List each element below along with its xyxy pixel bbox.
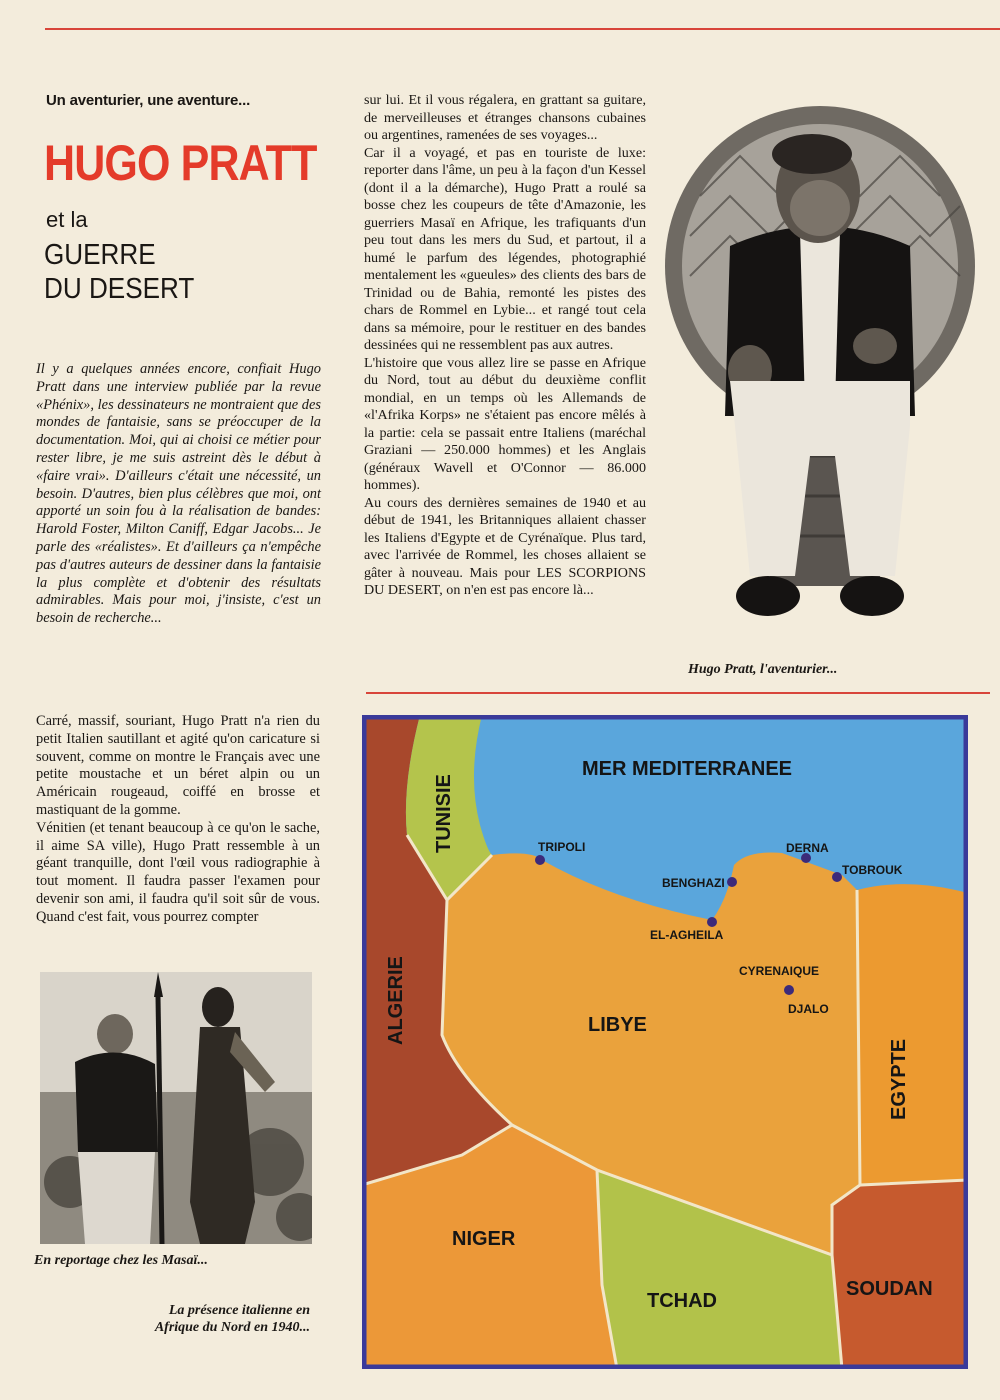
city-dot-tobrouk xyxy=(832,872,842,882)
portrait-illustration xyxy=(660,96,978,648)
masai-illustration xyxy=(40,972,312,1244)
intro-paragraph: Il y a quelques années encore, confiait Hugo Pratt dans une interview publiée par la revue «Phénix», les dessinateurs ne montraient que des mondes de fantaisie, sans se préoccuper de la documentation. Moi, qui ai choisi ce métier pour rester libre, je me suis astreint dès le début à «faire vrai». D'ailleurs c'était une nécessité, un besoin. D'autres, bien plus célèbres que moi, ont apporté un soin fou à la réalisation de bandes: Harold Foster, Milton Caniff, Edgar Jacobs... Je parle des «réalistes». Et d'ailleurs ça n'empêche pas d'autres auteurs de dessiner dans la fantaisie la plus complète et d'obtenir des résultats admirables. Mais pour moi, j'insiste, c'est un besoin de recherche... xyxy=(36,361,321,627)
label-tobrouk: TOBROUK xyxy=(842,863,903,877)
top-rule xyxy=(45,28,1000,30)
label-sea: MER MEDITERRANEE xyxy=(582,758,793,780)
north-africa-map xyxy=(362,715,968,1369)
map-region-soudan xyxy=(832,1180,968,1369)
map-caption xyxy=(130,1302,310,1336)
map-region-egypte xyxy=(857,884,968,1185)
subtitle-small: et la xyxy=(46,207,88,232)
label-niger: NIGER xyxy=(452,1228,516,1250)
label-benghazi: BENGHAZI xyxy=(662,876,725,890)
label-djalo: DJALO xyxy=(788,1002,829,1016)
middle-rule xyxy=(366,692,990,694)
subtitle-line-1: GUERRE xyxy=(44,239,156,271)
map-caption-text: La présence italienne en Afrique du Nord en 1940... xyxy=(154,1303,310,1335)
label-egypte: EGYPTE xyxy=(888,1038,910,1120)
label-el-agheila: EL-AGHEILA xyxy=(650,928,724,942)
city-dot-djalo xyxy=(784,985,794,995)
label-libye: LIBYE xyxy=(588,1014,647,1036)
label-cyrenaique: CYRENAIQUE xyxy=(739,964,820,978)
masai-photo xyxy=(40,972,312,1244)
label-tunisie: TUNISIE xyxy=(433,774,455,853)
label-tripoli: TRIPOLI xyxy=(538,840,586,854)
masai-caption: En reportage chez les Masaï... xyxy=(34,1253,208,1268)
city-dot-benghazi xyxy=(727,877,737,887)
body-paragraph: Carré, massif, souriant, Hugo Pratt n'a rien du petit Italien sautillant et agité qu'on caricature si souvent, comme on montre le Français avec une petite moustache et un béret alpin ou un Américain rougeaud, coiffé en brosse et mastiquant de la gomme. Vénitien (et tenant beaucoup à ce qu'on le sache, il aime SA ville), Hugo Pratt ressemble à un géant tranquille, dont l'œil vous radiographie à tout moment. Il faudra passer l'examen pour devenir son ami, il faudra qu'il soit sûr de vous. Quand c'est fait, vous pourrez compter xyxy=(36,713,320,925)
headline-title: HUGO PRATT xyxy=(44,135,317,191)
city-dot-tripoli xyxy=(535,855,545,865)
portrait-photo xyxy=(660,96,978,648)
kicker-text: Un aventurier, une aventure... xyxy=(46,92,251,109)
label-derna: DERNA xyxy=(786,841,829,855)
subtitle-line-2: DU DESERT xyxy=(44,273,195,305)
label-soudan: SOUDAN xyxy=(846,1278,933,1300)
middle-column-text: sur lui. Et il vous régalera, en grattant sa guitare, de merveilleuses et étranges chansons cubaines ou argentines, ramenées de ses voyages... Car il a voyagé, et pas en touriste de luxe: reporter dans l'âme, un peu à la façon d'un Kessel (dont il a la démarche), Hugo Pratt a roulé sa bosse chez les coupeurs de tête d'Amazonie, les guerriers Masaï en Afrique, les trafiquants d'un peu tout dans les mers du Sud, et partout, il a humé le parfum des légendes, photographié mentalement les «gueules» des clients des bars de Trinidad ou de Bahia, remonté les pistes des chars de Rommel en Lybie... et rangé tout cela dans sa mémoire, pour le restituer en des bandes dessinées qui ne ressemblent pas aux autres. L'histoire que vous allez lire se passe en Afrique du Nord, tout au début du deuxième conflit mondial, en un temps où les Allemands de «l'Afrika Korps» ne s'étaient pas encore mêlés à la partie: cela se passait entre Italiens (maréchal Graziani — 250.000 hommes) et les Anglais (généraux Wavell et O'Connor — 86.000 hommes). Au cours des dernières semaines de 1940 et au début de 1941, les Britanniques allaient chasser les Italiens d'Egypte et de Cyrénaïque. Plus tard, avec l'arrivée de Rommel, les choses allaient se gâter à nouveau. Mais pour LES SCORPIONS DU DESERT, on n'en est pas encore là... xyxy=(364,92,646,598)
city-dot-el-agheila xyxy=(707,917,717,927)
label-tchad: TCHAD xyxy=(647,1290,717,1312)
portrait-caption: Hugo Pratt, l'aventurier... xyxy=(688,662,838,677)
subtitle-main xyxy=(44,238,194,306)
label-algerie: ALGERIE xyxy=(385,956,407,1045)
